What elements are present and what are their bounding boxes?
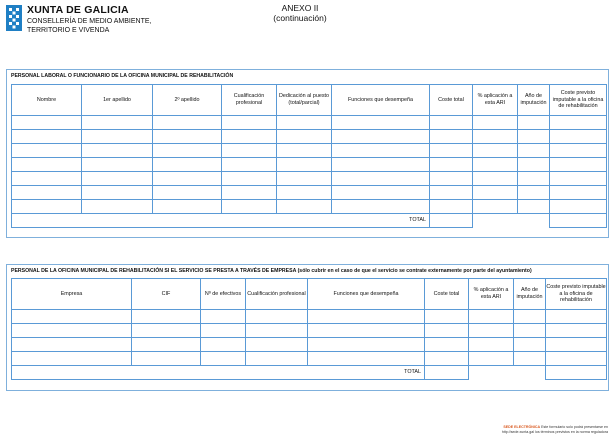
input-cell[interactable] xyxy=(332,186,430,200)
department-line-2: TERRITORIO E VIVENDA xyxy=(27,26,110,34)
input-cell[interactable] xyxy=(82,144,153,158)
input-cell[interactable] xyxy=(12,144,82,158)
total-row xyxy=(12,214,607,228)
input-cell[interactable] xyxy=(332,200,430,214)
input-cell[interactable] xyxy=(308,338,425,352)
input-cell[interactable] xyxy=(277,158,332,172)
input-cell[interactable] xyxy=(518,158,550,172)
table-row xyxy=(12,200,607,214)
input-cell[interactable] xyxy=(132,352,201,366)
table-row xyxy=(12,172,607,186)
footer-note xyxy=(502,425,608,435)
input-cell[interactable] xyxy=(546,338,607,352)
input-cell[interactable] xyxy=(12,116,82,130)
col-header: % aplicación a esta ARI xyxy=(473,85,518,116)
input-cell[interactable] xyxy=(473,144,518,158)
input-cell[interactable] xyxy=(518,172,550,186)
total-imputable-cell[interactable] xyxy=(550,214,607,228)
section-staff-title: PERSONAL LABORAL O FUNCIONARIO DE LA OFICINA MUNICIPAL DE REHABILITACIÓN xyxy=(11,73,234,79)
input-cell[interactable] xyxy=(222,158,277,172)
input-cell[interactable] xyxy=(425,324,469,338)
input-cell[interactable] xyxy=(546,324,607,338)
footer-sede-label: SEDE ELECTRÓNICA xyxy=(503,425,541,429)
input-cell[interactable] xyxy=(82,130,153,144)
total-imputable-cell[interactable] xyxy=(546,366,607,380)
input-cell[interactable] xyxy=(153,130,222,144)
input-cell[interactable] xyxy=(277,172,332,186)
input-cell[interactable] xyxy=(12,324,132,338)
total-label: TOTAL xyxy=(12,214,430,228)
col-header: Coste total xyxy=(430,85,473,116)
table-row xyxy=(12,158,607,172)
input-cell[interactable] xyxy=(430,186,473,200)
input-cell[interactable] xyxy=(425,338,469,352)
input-cell[interactable] xyxy=(550,144,607,158)
input-cell[interactable] xyxy=(546,310,607,324)
input-cell[interactable] xyxy=(201,310,246,324)
input-cell[interactable] xyxy=(201,352,246,366)
input-cell[interactable] xyxy=(277,186,332,200)
staff-table xyxy=(11,84,607,228)
input-cell[interactable] xyxy=(514,352,546,366)
table-row xyxy=(12,310,607,324)
input-cell[interactable] xyxy=(425,310,469,324)
input-cell[interactable] xyxy=(153,116,222,130)
department-line-1: CONSELLERÍA DE MEDIO AMBIENTE, xyxy=(27,18,152,25)
input-cell[interactable] xyxy=(332,116,430,130)
input-cell[interactable] xyxy=(430,172,473,186)
col-header: CIF xyxy=(132,279,201,310)
input-cell[interactable] xyxy=(514,310,546,324)
xunta-logo-icon xyxy=(6,5,22,31)
org-name: XUNTA DE GALICIA xyxy=(27,4,129,16)
input-cell[interactable] xyxy=(12,186,82,200)
input-cell[interactable] xyxy=(222,186,277,200)
input-cell[interactable] xyxy=(82,172,153,186)
input-cell[interactable] xyxy=(430,130,473,144)
input-cell[interactable] xyxy=(12,310,132,324)
col-header: Funciones que desempeña xyxy=(308,279,425,310)
input-cell[interactable] xyxy=(332,158,430,172)
table-row xyxy=(12,116,607,130)
input-cell[interactable] xyxy=(201,338,246,352)
input-cell[interactable] xyxy=(222,130,277,144)
input-cell[interactable] xyxy=(82,200,153,214)
input-cell[interactable] xyxy=(473,172,518,186)
input-cell[interactable] xyxy=(153,144,222,158)
input-cell[interactable] xyxy=(132,338,201,352)
input-cell[interactable] xyxy=(550,200,607,214)
input-cell[interactable] xyxy=(425,352,469,366)
col-header: Coste previsto imputable a la oficina de rehabilitación xyxy=(550,85,607,116)
input-cell[interactable] xyxy=(222,172,277,186)
col-header: Coste previsto imputable a la oficina de rehabilitación xyxy=(546,279,607,310)
input-cell[interactable] xyxy=(473,130,518,144)
input-cell[interactable] xyxy=(82,116,153,130)
section-company-title: PERSONAL DE LA OFICINA MUNICIPAL DE REHABILITACIÓN SI EL SERVICIO SE PRESTA A TRAVÉS DE EMPRESA (sólo cubrir en el caso de que el servicio se contrate externamente por parte del ayuntamiento) xyxy=(11,268,532,274)
input-cell[interactable] xyxy=(222,200,277,214)
input-cell[interactable] xyxy=(518,130,550,144)
col-header: Coste total xyxy=(425,279,469,310)
table-row xyxy=(12,352,607,366)
input-cell[interactable] xyxy=(550,186,607,200)
company-table xyxy=(11,278,607,380)
input-cell[interactable] xyxy=(12,352,132,366)
input-cell[interactable] xyxy=(308,324,425,338)
input-cell[interactable] xyxy=(132,310,201,324)
input-cell[interactable] xyxy=(12,172,82,186)
input-cell[interactable] xyxy=(473,116,518,130)
footer-line-1: Este formulario solo podrá presentarse en xyxy=(541,425,608,429)
input-cell[interactable] xyxy=(473,158,518,172)
input-cell[interactable] xyxy=(469,338,514,352)
input-cell[interactable] xyxy=(308,310,425,324)
input-cell[interactable] xyxy=(132,324,201,338)
input-cell[interactable] xyxy=(277,200,332,214)
footer-line-2: http://sede.xunta.gal los términos previstos en la norma reguladora xyxy=(501,430,608,434)
input-cell[interactable] xyxy=(469,324,514,338)
input-cell[interactable] xyxy=(332,130,430,144)
col-header: Cualificación profesional xyxy=(246,279,308,310)
input-cell[interactable] xyxy=(430,200,473,214)
table-row xyxy=(12,130,607,144)
input-cell[interactable] xyxy=(82,186,153,200)
total-label: TOTAL xyxy=(12,366,425,380)
input-cell[interactable] xyxy=(473,186,518,200)
input-cell[interactable] xyxy=(550,158,607,172)
input-cell[interactable] xyxy=(518,186,550,200)
col-header: % aplicación a esta ARI xyxy=(469,279,514,310)
input-cell[interactable] xyxy=(153,186,222,200)
input-cell[interactable] xyxy=(153,158,222,172)
input-cell[interactable] xyxy=(12,200,82,214)
input-cell[interactable] xyxy=(308,352,425,366)
input-cell[interactable] xyxy=(246,352,308,366)
col-header: 1er apellido xyxy=(82,85,153,116)
input-cell[interactable] xyxy=(469,310,514,324)
input-cell[interactable] xyxy=(473,200,518,214)
table-row xyxy=(12,324,607,338)
annex-heading xyxy=(250,3,350,23)
input-cell[interactable] xyxy=(222,144,277,158)
col-header: Dedicación al puesto (total/parcial) xyxy=(277,85,332,116)
col-header: 2º apellido xyxy=(153,85,222,116)
input-cell[interactable] xyxy=(430,116,473,130)
col-header: Nº de efectivos xyxy=(201,279,246,310)
input-cell[interactable] xyxy=(246,338,308,352)
input-cell[interactable] xyxy=(514,338,546,352)
input-cell[interactable] xyxy=(277,130,332,144)
input-cell[interactable] xyxy=(550,130,607,144)
input-cell[interactable] xyxy=(277,144,332,158)
staff-header-row xyxy=(12,85,607,116)
department-name xyxy=(27,18,151,35)
input-cell[interactable] xyxy=(332,144,430,158)
input-cell[interactable] xyxy=(246,324,308,338)
col-header: Año de imputación xyxy=(518,85,550,116)
input-cell[interactable] xyxy=(246,310,308,324)
input-cell[interactable] xyxy=(12,338,132,352)
total-cost-cell[interactable] xyxy=(425,366,469,380)
input-cell[interactable] xyxy=(332,172,430,186)
input-cell[interactable] xyxy=(546,352,607,366)
section-company xyxy=(6,264,609,391)
total-cost-cell[interactable] xyxy=(430,214,473,228)
input-cell[interactable] xyxy=(518,116,550,130)
input-cell[interactable] xyxy=(518,144,550,158)
input-cell[interactable] xyxy=(82,158,153,172)
input-cell[interactable] xyxy=(550,172,607,186)
section-staff xyxy=(6,69,609,238)
total-row xyxy=(12,366,607,380)
table-row xyxy=(12,338,607,352)
annex-subtitle: (continuación) xyxy=(273,13,327,23)
input-cell[interactable] xyxy=(12,158,82,172)
table-row xyxy=(12,186,607,200)
col-header: Empresa xyxy=(12,279,132,310)
input-cell[interactable] xyxy=(518,200,550,214)
input-cell[interactable] xyxy=(201,324,246,338)
col-header: Funciones que desempeña xyxy=(332,85,430,116)
col-header: Cualificación profesional xyxy=(222,85,277,116)
input-cell[interactable] xyxy=(12,130,82,144)
input-cell[interactable] xyxy=(222,116,277,130)
col-header: Año de imputación xyxy=(514,279,546,310)
input-cell[interactable] xyxy=(469,352,514,366)
input-cell[interactable] xyxy=(153,172,222,186)
input-cell[interactable] xyxy=(430,158,473,172)
company-header-row xyxy=(12,279,607,310)
input-cell[interactable] xyxy=(430,144,473,158)
input-cell[interactable] xyxy=(277,116,332,130)
input-cell[interactable] xyxy=(514,324,546,338)
table-row xyxy=(12,144,607,158)
input-cell[interactable] xyxy=(153,200,222,214)
input-cell[interactable] xyxy=(550,116,607,130)
col-header: Nombre xyxy=(12,85,82,116)
annex-title: ANEXO II xyxy=(281,3,319,13)
